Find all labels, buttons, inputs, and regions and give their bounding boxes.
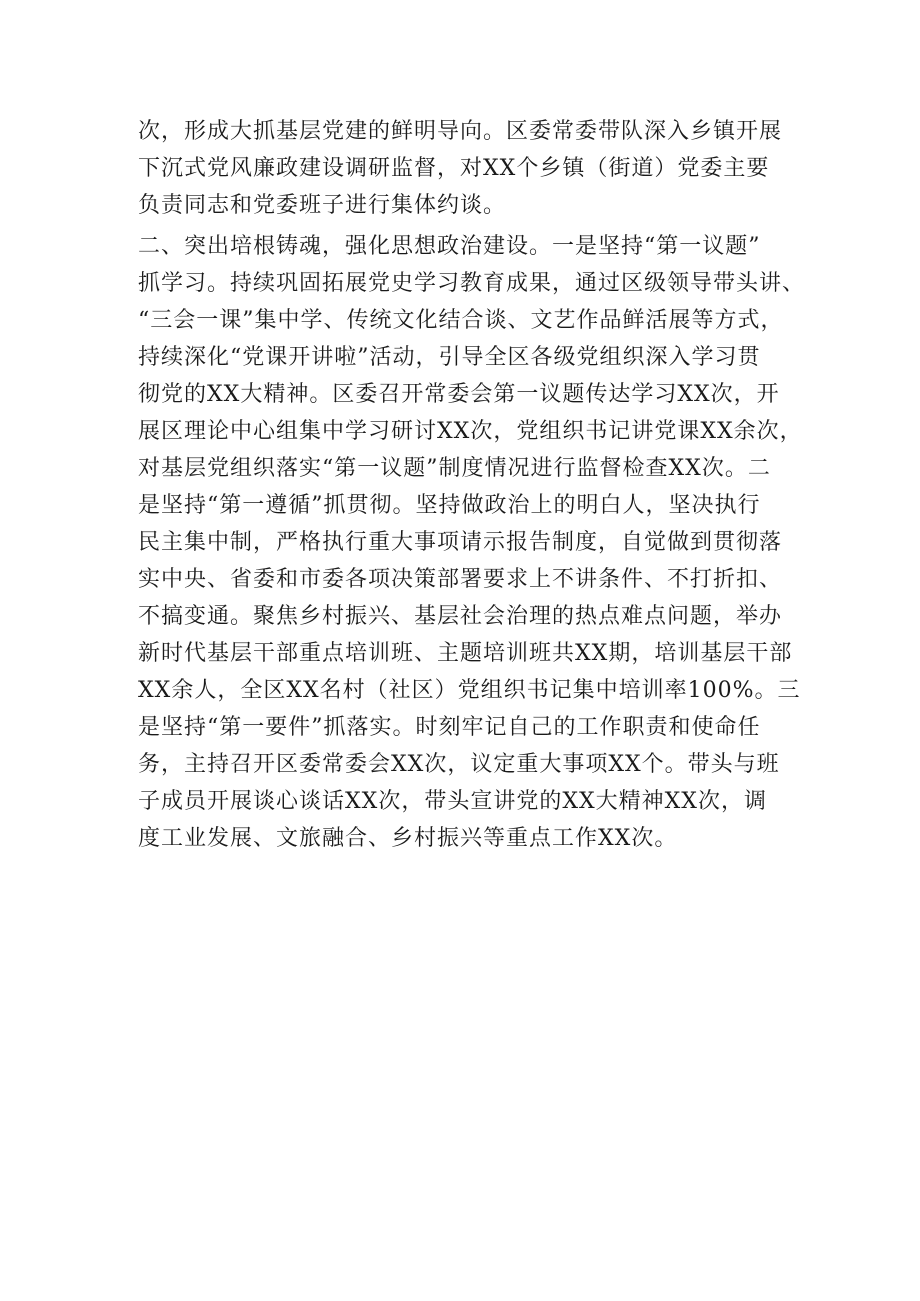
text-line: 实中央、省委和市委各项决策部署要求上不讲条件、不打折扣、 — [138, 567, 783, 592]
text-line: “三会一课”集中学、传统文化结合谈、文艺作品鲜活展等方式， — [138, 308, 784, 333]
text-line: 次，形成大抓基层党建的鲜明导向。区委常委带队深入乡镇开展 — [138, 119, 783, 144]
text-line: 二、突出培根铸魂，强化思想政治建设。一是坚持“第一议题” — [138, 234, 761, 259]
text-line: 民主集中制，严格执行重大事项请示报告制度，自觉做到贯彻落 — [138, 530, 783, 555]
text-line: 下沉式党风廉政建设调研监督，对XX个乡镇（街道）党委主要 — [138, 156, 770, 181]
text-line: 抓学习。持续巩固拓展党史学习教育成果，通过区级领导带头讲、 — [138, 271, 806, 296]
text-line: 是坚持“第一要件”抓落实。时刻牢记自己的工作职责和使命任 — [138, 715, 761, 740]
text-line: 是坚持“第一遵循”抓贯彻。坚持做政治上的明白人，坚决执行 — [138, 493, 761, 518]
text-line: 对基层党组织落实“第一议题”制度情况进行监督检查XX次。二 — [138, 456, 771, 481]
text-line: 务，主持召开区委常委会XX次，议定重大事项XX个。带头与班 — [138, 752, 780, 777]
text-line: 负责同志和党委班子进行集体约谈。 — [138, 193, 507, 218]
text-line: 度工业发展、文旅融合、乡村振兴等重点工作XX次。 — [138, 826, 678, 851]
text-line: 子成员开展谈心谈话XX次，带头宣讲党的XX大精神XX次，调 — [138, 789, 767, 814]
text-line: 持续深化“党课开讲啦”活动，引导全区各级党组织深入学习贯 — [138, 345, 761, 370]
paragraph-1 — [138, 113, 798, 224]
text-line — [138, 857, 798, 894]
text-line: 彻党的XX大精神。区委召开常委会第一议题传达学习XX次，开 — [138, 382, 780, 407]
text-line — [138, 894, 798, 931]
text-line — [138, 968, 798, 1005]
text-line: 展区理论中心组集中学习研讨XX次，党组织书记讲党课XX余次， — [138, 419, 803, 444]
text-line — [138, 931, 798, 968]
paragraph-2 — [138, 228, 806, 1005]
text-line: 不搞变通。聚焦乡村振兴、基层社会治理的热点难点问题，举办 — [138, 604, 783, 629]
text-line: XX余人，全区XX名村（社区）党组织书记集中培训率100%。三 — [138, 678, 801, 703]
text-line: 新时代基层干部重点培训班、主题培训班共XX期，培训基层干部 — [138, 641, 793, 666]
